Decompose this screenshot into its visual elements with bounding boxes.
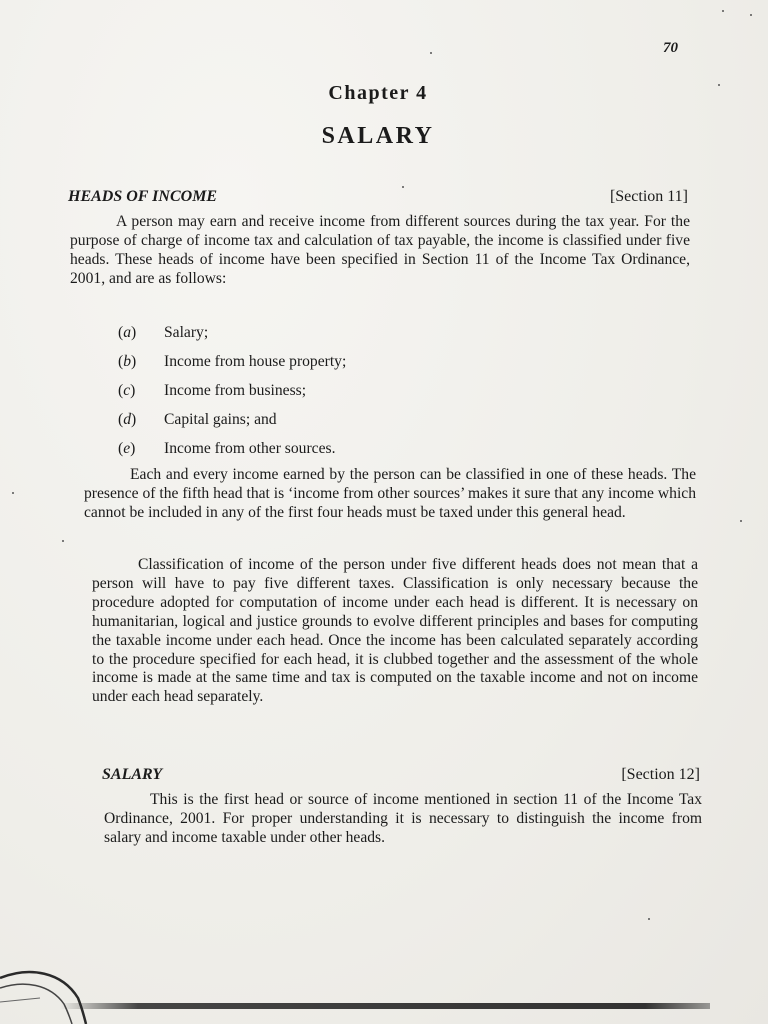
list-item-text: Income from house property; — [164, 352, 347, 370]
scan-speck — [648, 918, 650, 920]
list-item-marker: d — [123, 410, 131, 428]
heads-of-income-intro: A person may earn and receive income from different sources during the tax year. For the purpose of charge of income tax and calculation of tax payable, the income is classified under five heads. These heads of income have been specified in Section 11 of the Income Tax Ordinance, 2001, and are as follows: — [70, 213, 690, 287]
list-item: (b) Income from house property; — [118, 352, 347, 370]
salary-paragraph: This is the first head or source of income mentioned in section 11 of the Income Tax Ordinance, 2001. For proper understanding it is necessary to distinguish the income from salary and income taxable under other heads. — [104, 791, 702, 846]
paragraph-classification: Classification of income of the person under five different heads does not mean that a person will have to pay five different taxes. Classification is only necessary because the procedure adopted for computation of income under each head is different. It is necessary on humanitarian, logical and justice grounds to evolve different principles and bases for computing the taxable income under each head. Once the income has been calculated separately according to the procedure specified for each head, it is clubbed together and the assessment of the whole income is made at the same time and tax is computed on the taxable income and not on income under each head separately. — [92, 556, 698, 706]
list-item: (d) Capital gains; and — [118, 410, 277, 428]
list-item-text: Income from other sources. — [164, 439, 336, 457]
heads-of-income-section-ref: [Section 11] — [609, 188, 688, 205]
heads-of-income-heading: HEADS OF INCOME — [68, 188, 218, 205]
list-item: (a) Salary; — [118, 323, 209, 341]
scan-speck — [722, 10, 724, 12]
list-item-text: Capital gains; and — [164, 410, 277, 428]
list-item-marker: b — [123, 352, 131, 370]
salary-heading-row — [102, 766, 700, 784]
list-item: (c) Income from business; — [118, 381, 307, 399]
scan-speck — [62, 540, 64, 542]
paragraph-every-income: Each and every income earned by the person can be classified in one of these heads. The presence of the fifth head that is ‘income from other sources’ makes it sure that any income which cannot be included in any of the first four heads must be taxed under this general head. — [84, 466, 696, 521]
salary-section-ref: [Section 12] — [621, 766, 700, 783]
scan-speck — [740, 520, 742, 522]
chapter-label: Chapter 4 — [328, 82, 428, 104]
list-item-marker: a — [123, 323, 131, 341]
heads-of-income-heading-row — [68, 188, 688, 206]
scan-speck — [718, 84, 720, 86]
list-item-marker: c — [123, 381, 131, 399]
list-item-text: Income from business; — [164, 381, 307, 399]
scan-speck — [750, 14, 752, 16]
list-item-text: Salary; — [164, 323, 209, 341]
heads-list — [118, 318, 346, 463]
list-item: (e) Income from other sources. — [118, 439, 336, 457]
page-curl-shadow — [0, 958, 90, 1024]
chapter-title: SALARY — [321, 123, 435, 149]
page-bottom-edge-shadow — [60, 1003, 710, 1009]
scan-speck — [402, 186, 404, 188]
scan-speck — [430, 52, 432, 54]
salary-heading: SALARY — [102, 766, 163, 783]
scan-speck — [12, 492, 14, 494]
list-item-marker: e — [123, 439, 131, 457]
page-number: 70 — [663, 40, 678, 56]
